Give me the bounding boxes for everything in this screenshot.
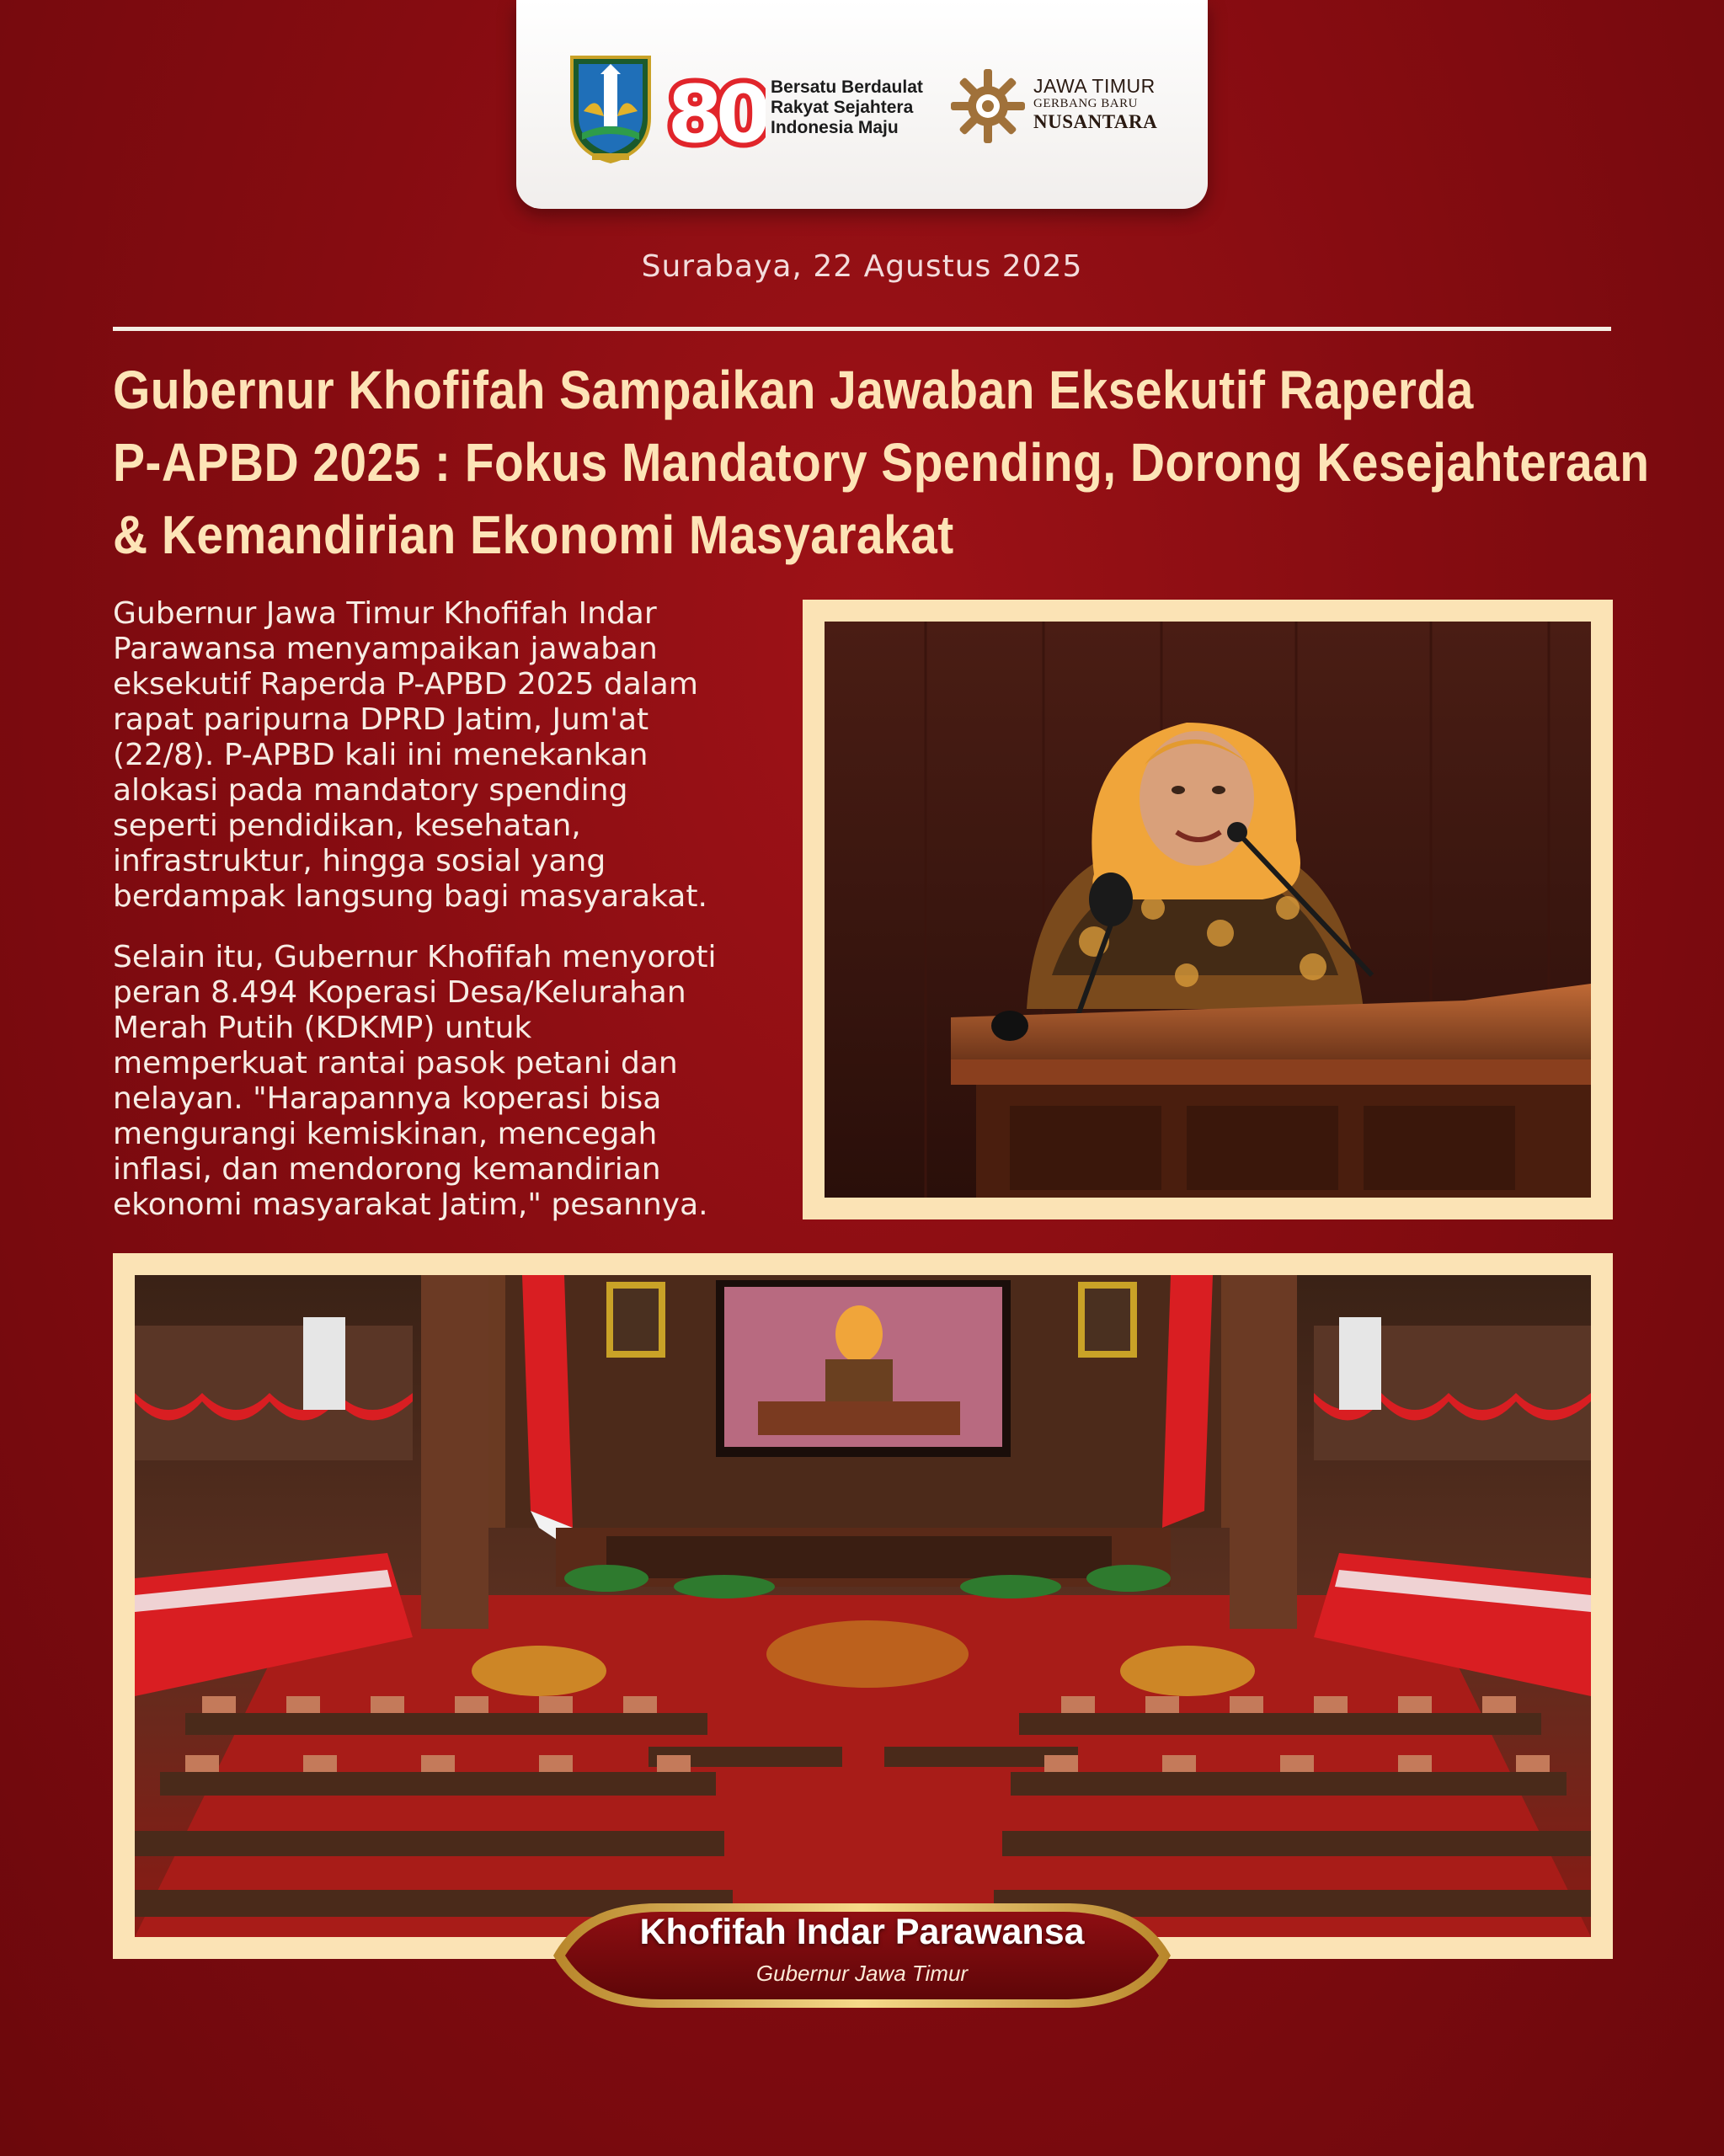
p1-line: eksekutif Raperda P-APBD 2025 dalam — [113, 667, 698, 702]
p2-line: memperkuat rantai pasok petani dan — [113, 1046, 678, 1081]
logo80-number: 80 — [667, 69, 765, 153]
p1-line: berdampak langsung bagi masyarakat. — [113, 879, 707, 914]
tagline-line-2: Rakyat Sejahtera — [771, 98, 914, 117]
p1-line: rapat paripurna DPRD Jatim, Jum'at — [113, 702, 649, 737]
brand-line-3: NUSANTARA — [1033, 111, 1158, 132]
logo-header-card — [516, 0, 1208, 209]
p2-line: ekonomi masyarakat Jatim," pesannya. — [113, 1187, 708, 1222]
photo-frame-speaker — [803, 600, 1613, 1219]
article-body — [113, 596, 820, 1248]
headline-line-3: & Kemandirian Ekonomi Masyarakat — [113, 504, 954, 565]
brand-line-1: JAWA TIMUR — [1033, 75, 1156, 97]
headline-line-1: Gubernur Khofifah Sampaikan Jawaban Eksekutif Raperda — [113, 360, 1474, 420]
jatim-crest-icon — [567, 52, 654, 165]
divider-rule — [113, 327, 1611, 331]
jatim-brand-text — [1033, 76, 1193, 133]
caption-name: Khofifah Indar Parawansa — [639, 1912, 1085, 1952]
dateline: Surabaya, 22 Agustus 2025 — [641, 249, 1083, 284]
p2-line: mengurangi kemiskinan, mencegah — [113, 1117, 658, 1151]
speaker-photo — [825, 622, 1591, 1198]
brand-line-2: GERBANG BARU — [1033, 97, 1138, 110]
logo80-tagline — [771, 77, 939, 138]
tagline-line-1: Bersatu Berdaulat — [771, 77, 923, 97]
p1-line: Gubernur Jawa Timur Khofifah Indar — [113, 596, 657, 631]
p2-line: inflasi, dan mendorong kemandirian — [113, 1152, 661, 1187]
paragraph-2 — [113, 940, 820, 1223]
caption-title: Gubernur Jawa Timur — [755, 1961, 969, 1986]
headline — [113, 354, 1650, 571]
hut-ri-80-logo — [666, 69, 766, 153]
p1-line: Parawansa menyampaikan jawaban — [113, 632, 658, 666]
paragraph-1 — [113, 596, 820, 915]
tagline-line-3: Indonesia Maju — [771, 118, 899, 137]
p2-line: nelayan. "Harapannya koperasi bisa — [113, 1081, 662, 1116]
p1-line: alokasi pada mandatory spending — [113, 773, 628, 808]
p1-line: (22/8). P-APBD kali ini menekankan — [113, 738, 649, 772]
p2-line: Selain itu, Gubernur Khofifah menyoroti — [113, 940, 717, 974]
p1-line: seperti pendidikan, kesehatan, — [113, 808, 581, 843]
plenary-hall-photo — [135, 1275, 1591, 1937]
headline-line-2: P-APBD 2025 : Fokus Mandatory Spending, Dorong Kesejahteraan — [113, 432, 1650, 493]
p2-line: peran 8.494 Koperasi Desa/Kelurahan — [113, 975, 686, 1010]
p1-line: infrastruktur, hingga sosial yang — [113, 844, 606, 878]
name-caption-badge — [548, 1898, 1176, 2013]
p2-line: Merah Putih (KDKMP) untuk — [113, 1011, 532, 1045]
gerbang-baru-emblem-icon — [947, 66, 1028, 147]
photo-frame-plenary — [113, 1253, 1613, 1959]
